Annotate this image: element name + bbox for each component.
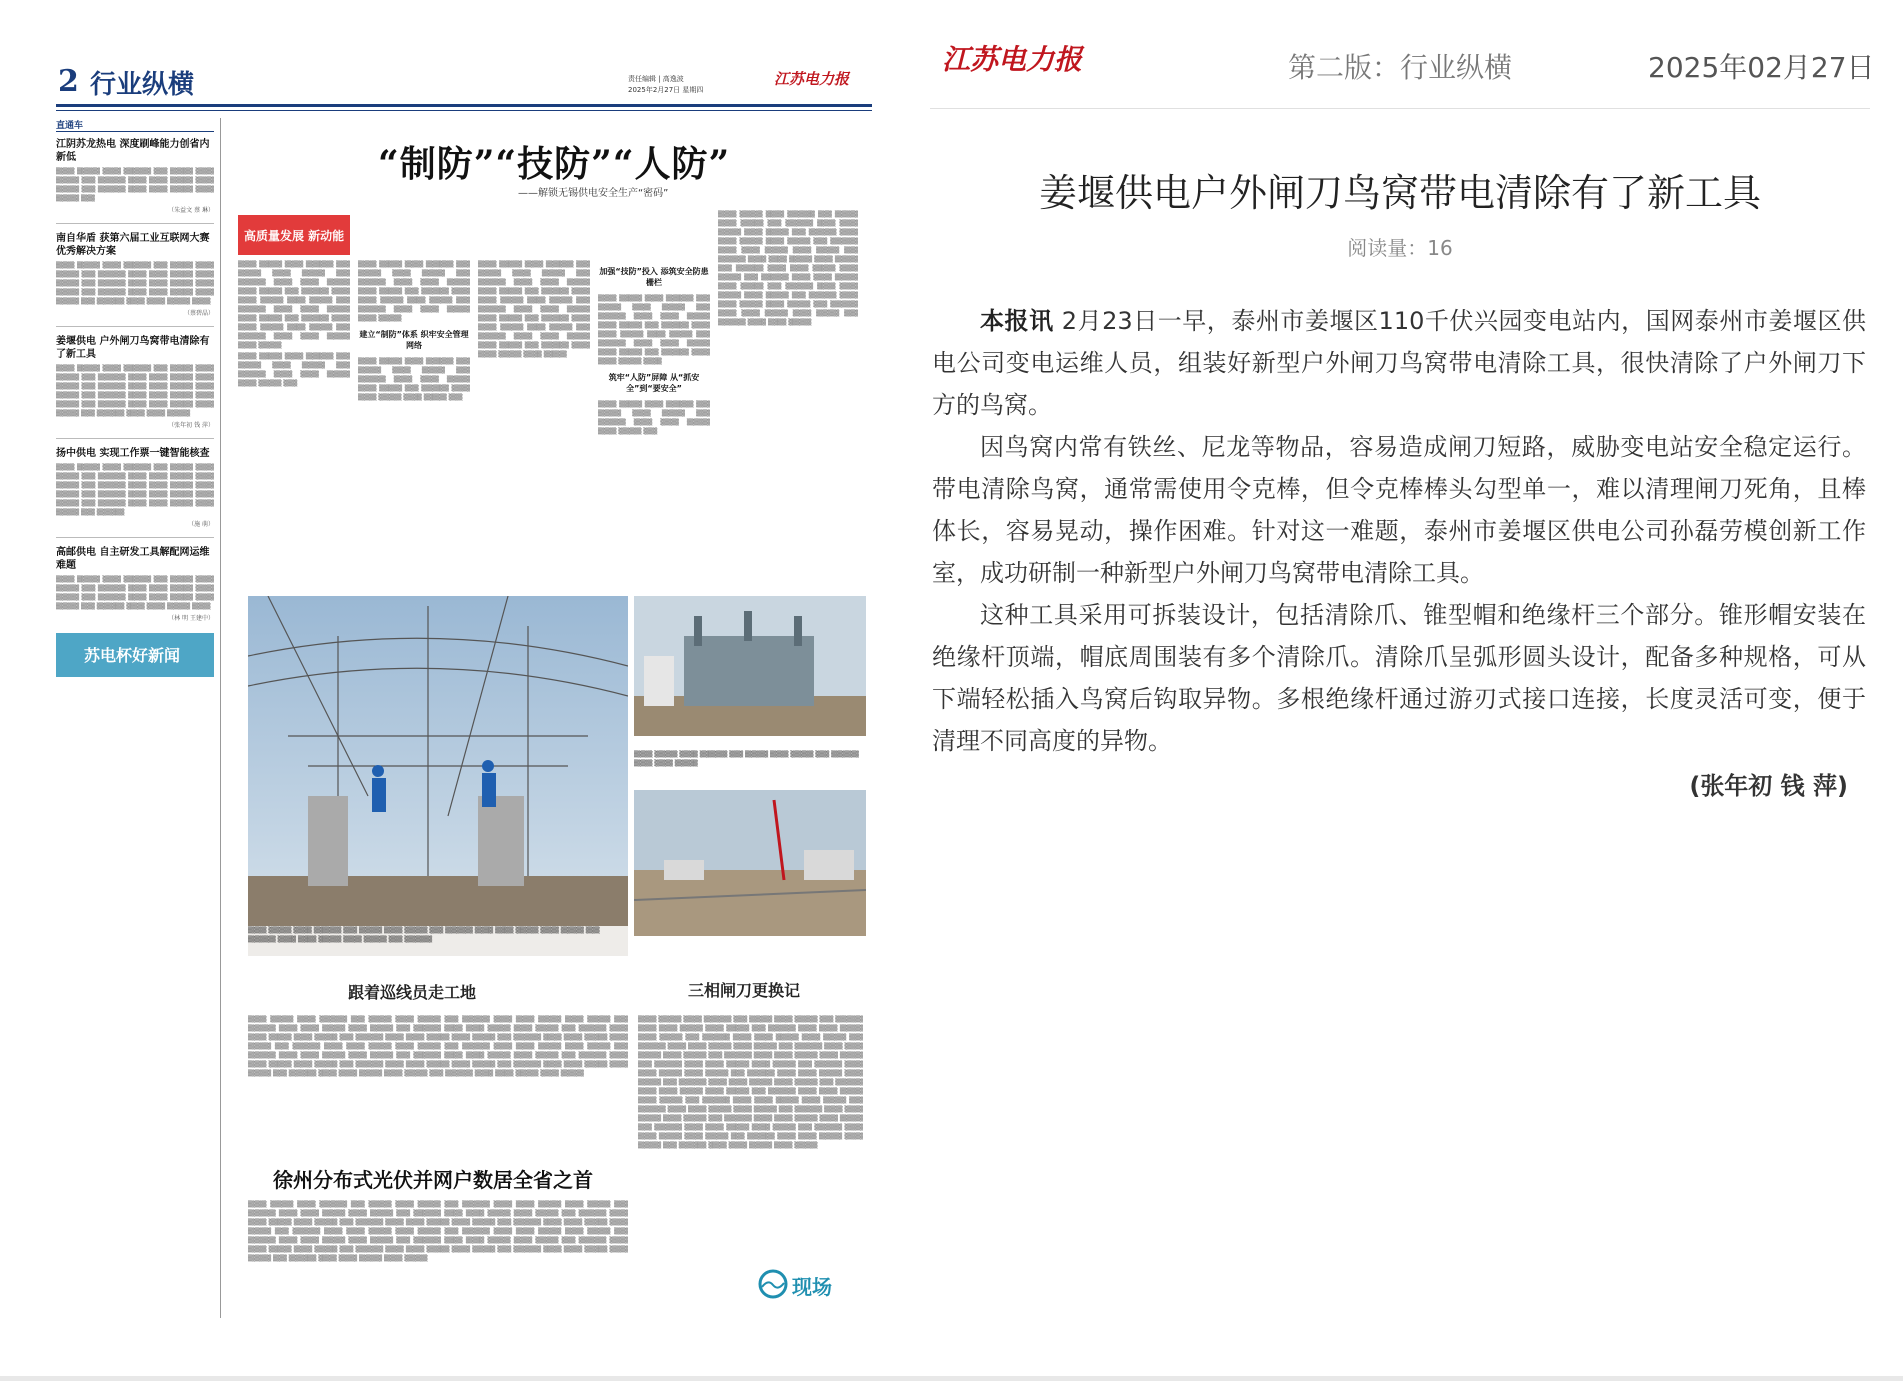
- section-badge: 高质量发展 新动能: [238, 215, 350, 255]
- text-column: 加强“技防”投入 添筑安全防患栅栏 ▒▒▒▒ ▒▒▒▒▒ ▒▒▒▒ ▒▒▒▒▒▒ ▒▒▒ ▒▒▒▒▒ ▒▒▒▒ ▒▒▒▒▒ ▒▒▒ ▒▒▒▒▒▒ ▒▒▒▒ ▒▒▒▒ ▒▒▒▒▒ ▒▒▒▒ ▒▒▒▒▒ ▒▒▒ ▒▒▒▒▒▒ ▒▒▒▒ ▒▒▒▒ ▒▒▒▒▒ ▒▒▒▒ ▒▒▒▒▒ ▒▒▒ ▒▒▒▒▒▒ ▒▒▒▒ ▒▒▒▒ ▒▒▒▒▒ ▒▒▒▒ ▒▒▒▒▒ ▒▒▒ ▒▒▒▒▒▒ ▒▒▒▒ ▒▒▒▒ ▒▒▒▒▒ ▒▒▒▒ 筑牢“人防”屏障 从“抓安全”到“要安全” ▒▒▒▒ ▒▒▒▒▒ ▒▒▒▒ ▒▒▒▒▒▒ ▒▒▒ ▒▒▒▒▒ ▒▒▒▒ ▒▒▒▒▒ ▒▒▒ ▒▒▒▒▒▒ ▒▒▒▒ ▒▒▒▒ ▒▒▒▒▒ ▒▒▒▒ ▒▒▒▒▒ ▒▒▒: [598, 267, 710, 435]
- subhead: 加强“技防”投入 添筑安全防患栅栏: [599, 267, 709, 287]
- newspaper-page-image: [48, 60, 868, 1322]
- site-logo[interactable]: 江苏电力报: [942, 43, 1083, 76]
- brief-title: 姜堰供电 户外闸刀鸟窝带电清除有了新工具: [56, 336, 210, 360]
- header-rule: [56, 104, 872, 107]
- article-panel: [930, 0, 1875, 1381]
- wave-icon: [758, 1269, 788, 1299]
- brief-text: ▒▒▒▒ ▒▒▒▒▒ ▒▒▒▒ ▒▒▒▒▒▒ ▒▒▒ ▒▒▒▒▒ ▒▒▒▒ ▒▒▒▒▒ ▒▒▒ ▒▒▒▒▒▒ ▒▒▒▒ ▒▒▒▒ ▒▒▒▒▒ ▒▒▒▒ ▒▒▒▒▒ ▒▒▒ ▒▒▒▒▒▒ ▒▒▒▒ ▒▒▒▒ ▒▒▒▒▒ ▒▒▒▒ ▒▒▒▒▒ ▒▒▒ ▒▒▒▒▒▒ ▒▒▒▒ ▒▒▒▒ ▒▒▒▒▒ ▒▒▒▒ ▒▒▒▒▒ ▒▒▒ ▒▒▒▒▒▒ ▒▒▒▒ ▒▒▒▒ ▒▒▒▒▒ ▒▒▒▒ ▒▒▒▒▒ ▒▒▒ ▒▒▒▒▒▒: [56, 464, 214, 516]
- bottom-edge: [0, 1376, 1903, 1381]
- brief-title: 扬中供电 实现工作票一键智能核查: [56, 448, 210, 459]
- brief-title: 江阴苏龙热电 深度刷峰能力创省内新低: [56, 139, 210, 163]
- banner-award: 苏电杯好新闻: [56, 633, 214, 677]
- brief-divider: [56, 223, 214, 224]
- brief-item: 扬中供电 实现工作票一键智能核查 ▒▒▒▒ ▒▒▒▒▒ ▒▒▒▒ ▒▒▒▒▒▒ ▒▒▒ ▒▒▒▒▒ ▒▒▒▒ ▒▒▒▒▒ ▒▒▒ ▒▒▒▒▒▒ ▒▒▒▒ ▒▒▒▒ ▒▒▒▒▒ ▒▒▒▒ ▒▒▒▒▒ ▒▒▒ ▒▒▒▒▒▒ ▒▒▒▒ ▒▒▒▒ ▒▒▒▒▒ ▒▒▒▒ ▒▒▒▒▒ ▒▒▒ ▒▒▒▒▒▒ ▒▒▒▒ ▒▒▒▒ ▒▒▒▒▒ ▒▒▒▒ ▒▒▒▒▒ ▒▒▒ ▒▒▒▒▒▒ ▒▒▒▒ ▒▒▒▒ ▒▒▒▒▒ ▒▒▒▒ ▒▒▒▒▒ ▒▒▒ ▒▒▒▒▒▒ （施 萌）: [56, 448, 214, 528]
- text-column: ▒▒▒▒ ▒▒▒▒▒ ▒▒▒▒ ▒▒▒▒▒▒ ▒▒▒ ▒▒▒▒▒ ▒▒▒▒ ▒▒▒▒▒ ▒▒▒ ▒▒▒▒▒▒ ▒▒▒▒ ▒▒▒▒ ▒▒▒▒▒ ▒▒▒▒ ▒▒▒▒▒ ▒▒▒ ▒▒▒▒▒▒ ▒▒▒▒ ▒▒▒▒ ▒▒▒▒▒ ▒▒▒▒ ▒▒▒▒▒ ▒▒▒ ▒▒▒▒▒▒ ▒▒▒▒ ▒▒▒▒ ▒▒▒▒▒ ▒▒▒▒ ▒▒▒▒▒ ▒▒▒ ▒▒▒▒▒▒ ▒▒▒▒ ▒▒▒▒ ▒▒▒▒▒ ▒▒▒▒ ▒▒▒▒▒ ▒▒▒ ▒▒▒▒▒▒ ▒▒▒▒ ▒▒▒▒ ▒▒▒▒▒ ▒▒▒▒ ▒▒▒▒▒ ▒▒▒ ▒▒▒▒▒▒ ▒▒▒▒ ▒▒▒▒ ▒▒▒▒▒ ▒▒▒▒ ▒▒▒▒▒: [478, 261, 590, 358]
- article-paragraph: 因鸟窝内常有铁丝、尼龙等物品，容易造成闸刀短路，威胁变电站安全稳定运行。带电清除鸟窝，通常需使用令克棒，但令克棒棒头勾型单一，难以清理闸刀死角，且棒体长，容易晃动，操作困难。针对这一难题，泰州市姜堰区供电公司孙磊劳模创新工作室，成功研制一种新型户外闸刀鸟窝带电清除工具。: [932, 433, 1866, 587]
- header-divider: [930, 108, 1870, 109]
- text-column: ▒▒▒▒ ▒▒▒▒▒ ▒▒▒▒ ▒▒▒▒▒▒ ▒▒▒ ▒▒▒▒▒ ▒▒▒▒ ▒▒▒▒▒ ▒▒▒ ▒▒▒▒▒▒ ▒▒▒▒ ▒▒▒▒ ▒▒▒▒▒ ▒▒▒▒ ▒▒▒▒▒ ▒▒▒ ▒▒▒▒▒▒ ▒▒▒▒ ▒▒▒▒ ▒▒▒▒▒ ▒▒▒▒ ▒▒▒▒▒ ▒▒▒ ▒▒▒▒▒▒ ▒▒▒▒ ▒▒▒▒ ▒▒▒▒▒ ▒▒▒▒ ▒▒▒▒▒ ▒▒▒ ▒▒▒▒▒▒ ▒▒▒▒ ▒▒▒▒ ▒▒▒▒▒ ▒▒▒▒ ▒▒▒▒▒ ▒▒▒ ▒▒▒▒▒▒ ▒▒▒▒ ▒▒▒▒ ▒▒▒▒▒ ▒▒▒▒ ▒▒▒▒▒ ▒▒▒ ▒▒▒▒▒▒ ▒▒▒▒ ▒▒▒▒ ▒▒▒▒▒ ▒▒▒▒ ▒▒▒▒▒ ▒▒▒ ▒▒▒▒▒▒ ▒▒▒▒ ▒▒▒▒ ▒▒▒▒▒ ▒▒▒▒ ▒▒▒▒▒ ▒▒▒ ▒▒▒▒▒▒ ▒▒▒▒ ▒▒▒▒ ▒▒▒▒▒ ▒▒▒▒ ▒▒▒▒▒ ▒▒▒ ▒▒▒▒▒▒ ▒▒▒▒ ▒▒▒▒ ▒▒▒▒▒ ▒▒▒▒ ▒▒▒▒▒ ▒▒▒ ▒▒▒▒▒▒ ▒▒▒▒ ▒▒▒▒ ▒▒▒▒▒: [718, 211, 858, 326]
- brief-divider: [56, 326, 214, 327]
- main-subheadline: ——解锁无锡供电安全生产“密码”: [518, 188, 669, 199]
- paper-logo: 江苏电力报: [774, 70, 850, 88]
- header-rule-thin: [56, 110, 872, 111]
- bottom-headline: 徐州分布式光伏并网户数居全省之首: [273, 1168, 593, 1192]
- article-paragraph: 这种工具采用可拆装设计，包括清除爪、锥型帽和绝缘杆三个部分。锥形帽安装在绝缘杆顶端，帽底周围装有多个清除爪。清除爪呈弧形圆头设计，配备多种规格，可从下端轻松插入鸟窝后钩取异物。多根绝缘杆通过游刃式接口连接，长度灵活可变，便于清理不同高度的异物。: [932, 601, 1866, 755]
- brief-text: ▒▒▒▒ ▒▒▒▒▒ ▒▒▒▒ ▒▒▒▒▒▒ ▒▒▒ ▒▒▒▒▒ ▒▒▒▒ ▒▒▒▒▒ ▒▒▒ ▒▒▒▒▒▒ ▒▒▒▒ ▒▒▒▒ ▒▒▒▒▒ ▒▒▒▒ ▒▒▒▒▒ ▒▒▒ ▒▒▒▒▒▒ ▒▒▒▒ ▒▒▒▒ ▒▒▒▒▒ ▒▒▒▒ ▒▒▒▒▒ ▒▒▒: [56, 168, 214, 202]
- text-column: ▒▒▒▒ ▒▒▒▒▒ ▒▒▒▒ ▒▒▒▒▒▒ ▒▒▒ ▒▒▒▒▒ ▒▒▒▒ ▒▒▒▒▒ ▒▒▒ ▒▒▒▒▒▒ ▒▒▒▒ ▒▒▒▒ ▒▒▒▒▒ ▒▒▒▒ ▒▒▒▒▒ ▒▒▒ ▒▒▒▒▒▒ ▒▒▒▒ ▒▒▒▒ ▒▒▒▒▒ ▒▒▒▒ ▒▒▒▒▒ ▒▒▒ ▒▒▒▒▒▒ ▒▒▒▒ ▒▒▒▒ ▒▒▒▒▒ ▒▒▒▒ ▒▒▒▒▒ 建立“制防”体系 织牢安全管理网络 ▒▒▒▒ ▒▒▒▒▒ ▒▒▒▒ ▒▒▒▒▒▒ ▒▒▒ ▒▒▒▒▒ ▒▒▒▒ ▒▒▒▒▒ ▒▒▒ ▒▒▒▒▒▒ ▒▒▒▒ ▒▒▒▒ ▒▒▒▒▒ ▒▒▒▒ ▒▒▒▒▒ ▒▒▒ ▒▒▒▒▒▒ ▒▒▒▒ ▒▒▒▒ ▒▒▒▒▒ ▒▒▒▒ ▒▒▒▒▒ ▒▒▒: [358, 261, 470, 401]
- lead-tag: 本报讯: [980, 307, 1054, 335]
- main-headline: “制防”“技防”“人防”: [378, 143, 731, 185]
- edition-label: 第二版：行业纵横: [1288, 51, 1513, 84]
- photo-caption: ▒▒▒▒ ▒▒▒▒▒ ▒▒▒▒ ▒▒▒▒▒▒ ▒▒▒ ▒▒▒▒▒ ▒▒▒▒ ▒▒▒▒▒ ▒▒▒ ▒▒▒▒▒▒ ▒▒▒▒ ▒▒▒▒ ▒▒▒▒▒ ▒▒▒▒ ▒▒▒▒▒ ▒▒▒ ▒▒▒▒▒▒ ▒▒▒▒ ▒▒▒▒ ▒▒▒▒▒ ▒▒▒▒ ▒▒▒▒▒ ▒▒▒ ▒▒▒▒▒▒: [248, 927, 600, 943]
- view-count: 阅读量：16: [1347, 236, 1453, 260]
- brief-item: 姜堰供电 户外闸刀鸟窝带电清除有了新工具 ▒▒▒▒ ▒▒▒▒▒ ▒▒▒▒ ▒▒▒▒▒▒ ▒▒▒ ▒▒▒▒▒ ▒▒▒▒ ▒▒▒▒▒ ▒▒▒ ▒▒▒▒▒▒ ▒▒▒▒ ▒▒▒▒ ▒▒▒▒▒ ▒▒▒▒ ▒▒▒▒▒ ▒▒▒ ▒▒▒▒▒▒ ▒▒▒▒ ▒▒▒▒ ▒▒▒▒▒ ▒▒▒▒ ▒▒▒▒▒ ▒▒▒ ▒▒▒▒▒▒ ▒▒▒▒ ▒▒▒▒ ▒▒▒▒▒ ▒▒▒▒ ▒▒▒▒▒ ▒▒▒ ▒▒▒▒▒▒ ▒▒▒▒ ▒▒▒▒ ▒▒▒▒▒ ▒▒▒▒ ▒▒▒▒▒ ▒▒▒ ▒▒▒▒▒▒ ▒▒▒▒ ▒▒▒▒ ▒▒▒▒▒ （张年初 钱 萍）: [56, 336, 214, 429]
- text-column: ▒▒▒▒ ▒▒▒▒▒ ▒▒▒▒ ▒▒▒▒▒▒ ▒▒▒ ▒▒▒▒▒ ▒▒▒▒ ▒▒▒▒▒ ▒▒▒ ▒▒▒▒▒▒ ▒▒▒▒ ▒▒▒▒ ▒▒▒▒▒ ▒▒▒▒ ▒▒▒▒▒ ▒▒▒ ▒▒▒▒▒▒ ▒▒▒▒ ▒▒▒▒ ▒▒▒▒▒ ▒▒▒▒ ▒▒▒▒▒ ▒▒▒ ▒▒▒▒▒▒ ▒▒▒▒ ▒▒▒▒ ▒▒▒▒▒ ▒▒▒▒ ▒▒▒▒▒ ▒▒▒ ▒▒▒▒▒▒ ▒▒▒▒ ▒▒▒▒ ▒▒▒▒▒ ▒▒▒▒ ▒▒▒▒▒ ▒▒▒ ▒▒▒▒▒▒ ▒▒▒▒ ▒▒▒▒ ▒▒▒▒▒ ▒▒▒▒ ▒▒▒▒▒ ▒▒▒ ▒▒▒▒▒▒ ▒▒▒▒ ▒▒▒▒ ▒▒▒▒▒ ▒▒▒▒ ▒▒▒▒▒ ▒▒▒ ▒▒▒▒▒▒ ▒▒▒▒ ▒▒▒▒ ▒▒▒▒▒ ▒▒▒▒ ▒▒▒▒▒ ▒▒▒ ▒▒▒▒▒▒ ▒▒▒▒ ▒▒▒▒ ▒▒▒▒▒ ▒▒▒▒ ▒▒▒▒▒ ▒▒▒ ▒▒▒▒▒▒ ▒▒▒▒ ▒▒▒▒ ▒▒▒▒▒ ▒▒▒▒ ▒▒▒▒▒ ▒▒▒ ▒▒▒▒▒▒ ▒▒▒▒ ▒▒▒▒ ▒▒▒▒▒ ▒▒▒▒ ▒▒▒▒▒ ▒▒▒ ▒▒▒▒▒▒ ▒▒▒▒ ▒▒▒▒ ▒▒▒▒▒ ▒▒▒▒ ▒▒▒▒▒ ▒▒▒ ▒▒▒▒▒▒ ▒▒▒▒ ▒▒▒▒ ▒▒▒▒▒ ▒▒▒▒ ▒▒▒▒▒ ▒▒▒ ▒▒▒▒▒▒ ▒▒▒▒ ▒▒▒▒ ▒▒▒▒▒ ▒▒▒▒ ▒▒▒▒▒ ▒▒▒ ▒▒▒▒▒▒ ▒▒▒▒ ▒▒▒▒ ▒▒▒▒▒ ▒▒▒▒ ▒▒▒▒▒ ▒▒▒ ▒▒▒▒▒▒ ▒▒▒▒ ▒▒▒▒ ▒▒▒▒▒ ▒▒▒▒ ▒▒▒▒▒: [248, 1016, 628, 1077]
- photo-caption: ▒▒▒▒ ▒▒▒▒▒ ▒▒▒▒ ▒▒▒▒▒▒ ▒▒▒ ▒▒▒▒▒ ▒▒▒▒ ▒▒▒▒▒ ▒▒▒ ▒▒▒▒▒▒ ▒▒▒▒ ▒▒▒▒ ▒▒▒▒▒: [634, 751, 859, 767]
- article-author: (张年初 钱 萍): [1689, 772, 1848, 800]
- section-label-xianchang: 现场: [758, 1263, 858, 1303]
- brief-title: 南自华盾 获第六届工业互联网大赛优秀解决方案: [56, 233, 210, 257]
- story-headline-left: 跟着巡线员走工地: [348, 983, 477, 1002]
- page-section: 行业纵横: [90, 70, 195, 100]
- column-divider: [220, 118, 221, 1318]
- article-paragraph: 本报讯 2月23日一早，泰州市姜堰区110千伏兴园变电站内，国网泰州市姜堰区供电公司变电运维人员，组装好新型户外闸刀鸟窝带电清除工具，很快清除了户外闸刀下方的鸟窝。: [932, 307, 1866, 419]
- page-header-info: 责任编辑 | 高逸波 2025年2月27日 星期四: [628, 75, 704, 94]
- subhead: 建立“制防”体系 织牢安全管理网络: [359, 330, 469, 350]
- brief-item: 江阴苏龙热电 深度刷峰能力创省内新低 ▒▒▒▒ ▒▒▒▒▒ ▒▒▒▒ ▒▒▒▒▒▒ ▒▒▒ ▒▒▒▒▒ ▒▒▒▒ ▒▒▒▒▒ ▒▒▒ ▒▒▒▒▒▒ ▒▒▒▒ ▒▒▒▒ ▒▒▒▒▒ ▒▒▒▒ ▒▒▒▒▒ ▒▒▒ ▒▒▒▒▒▒ ▒▒▒▒ ▒▒▒▒ ▒▒▒▒▒ ▒▒▒▒ ▒▒▒▒▒ ▒▒▒ （朱益文 蔡 琳）: [56, 139, 214, 214]
- photo-transformer: [634, 596, 866, 736]
- text-column: ▒▒▒▒ ▒▒▒▒▒ ▒▒▒▒ ▒▒▒▒▒▒ ▒▒▒ ▒▒▒▒▒ ▒▒▒▒ ▒▒▒▒▒ ▒▒▒ ▒▒▒▒▒▒ ▒▒▒▒ ▒▒▒▒ ▒▒▒▒▒ ▒▒▒▒ ▒▒▒▒▒ ▒▒▒ ▒▒▒▒▒▒ ▒▒▒▒ ▒▒▒▒ ▒▒▒▒▒ ▒▒▒▒ ▒▒▒▒▒ ▒▒▒ ▒▒▒▒▒▒ ▒▒▒▒ ▒▒▒▒ ▒▒▒▒▒ ▒▒▒▒ ▒▒▒▒▒ ▒▒▒ ▒▒▒▒▒▒ ▒▒▒▒ ▒▒▒▒ ▒▒▒▒▒ ▒▒▒▒ ▒▒▒▒▒ ▒▒▒ ▒▒▒▒▒▒ ▒▒▒▒ ▒▒▒▒ ▒▒▒▒▒ ▒▒▒▒ ▒▒▒▒▒ ▒▒▒ ▒▒▒▒▒▒ ▒▒▒▒ ▒▒▒▒ ▒▒▒▒▒ ▒▒▒▒ ▒▒▒▒▒ ▒▒▒ ▒▒▒▒▒▒ ▒▒▒▒ ▒▒▒▒ ▒▒▒▒▒ ▒▒▒▒ ▒▒▒▒▒ ▒▒▒ ▒▒▒▒▒▒ ▒▒▒▒ ▒▒▒▒ ▒▒▒▒▒ ▒▒▒▒ ▒▒▒▒▒ ▒▒▒ ▒▒▒▒▒▒ ▒▒▒▒ ▒▒▒▒ ▒▒▒▒▒ ▒▒▒▒ ▒▒▒▒▒ ▒▒▒ ▒▒▒▒▒▒ ▒▒▒▒ ▒▒▒▒ ▒▒▒▒▒ ▒▒▒▒ ▒▒▒▒▒ ▒▒▒ ▒▒▒▒▒▒ ▒▒▒▒ ▒▒▒▒ ▒▒▒▒▒ ▒▒▒▒ ▒▒▒▒▒ ▒▒▒ ▒▒▒▒▒▒ ▒▒▒▒ ▒▒▒▒ ▒▒▒▒▒ ▒▒▒▒ ▒▒▒▒▒ ▒▒▒ ▒▒▒▒▒▒ ▒▒▒▒ ▒▒▒▒ ▒▒▒▒▒ ▒▒▒▒ ▒▒▒▒▒ ▒▒▒ ▒▒▒▒▒▒ ▒▒▒▒ ▒▒▒▒ ▒▒▒▒▒ ▒▒▒▒ ▒▒▒▒▒ ▒▒▒ ▒▒▒▒▒▒ ▒▒▒▒ ▒▒▒▒ ▒▒▒▒▒ ▒▒▒▒ ▒▒▒▒▒ ▒▒▒ ▒▒▒▒▒▒ ▒▒▒▒ ▒▒▒▒ ▒▒▒▒▒ ▒▒▒▒ ▒▒▒▒▒ ▒▒▒ ▒▒▒▒▒▒ ▒▒▒▒ ▒▒▒▒ ▒▒▒▒▒ ▒▒▒▒ ▒▒▒▒▒ ▒▒▒ ▒▒▒▒▒▒ ▒▒▒▒ ▒▒▒▒ ▒▒▒▒▒ ▒▒▒▒ ▒▒▒▒▒ ▒▒▒ ▒▒▒▒▒▒ ▒▒▒▒ ▒▒▒▒ ▒▒▒▒▒ ▒▒▒▒ ▒▒▒▒▒ ▒▒▒ ▒▒▒▒▒▒ ▒▒▒▒ ▒▒▒▒ ▒▒▒▒▒ ▒▒▒▒ ▒▒▒▒▒: [638, 1016, 863, 1149]
- brief-text: ▒▒▒▒ ▒▒▒▒▒ ▒▒▒▒ ▒▒▒▒▒▒ ▒▒▒ ▒▒▒▒▒ ▒▒▒▒ ▒▒▒▒▒ ▒▒▒ ▒▒▒▒▒▒ ▒▒▒▒ ▒▒▒▒ ▒▒▒▒▒ ▒▒▒▒ ▒▒▒▒▒ ▒▒▒ ▒▒▒▒▒▒ ▒▒▒▒ ▒▒▒▒ ▒▒▒▒▒ ▒▒▒▒ ▒▒▒▒▒ ▒▒▒ ▒▒▒▒▒▒ ▒▒▒▒ ▒▒▒▒ ▒▒▒▒▒ ▒▒▒▒ ▒▒▒▒▒ ▒▒▒ ▒▒▒▒▒▒ ▒▒▒▒ ▒▒▒▒ ▒▒▒▒▒ ▒▒▒▒ ▒▒▒▒▒ ▒▒▒ ▒▒▒▒▒▒ ▒▒▒▒ ▒▒▒▒ ▒▒▒▒▒: [56, 365, 214, 417]
- photo-construction-site: [634, 790, 866, 936]
- brief-tag: 直通车: [56, 118, 214, 132]
- edition-date: 2025年02月27日: [1648, 51, 1875, 84]
- article-title: 姜堰供电户外闸刀鸟窝带电清除有了新工具: [1038, 171, 1761, 215]
- text-column: ▒▒▒▒ ▒▒▒▒▒ ▒▒▒▒ ▒▒▒▒▒▒ ▒▒▒ ▒▒▒▒▒ ▒▒▒▒ ▒▒▒▒▒ ▒▒▒ ▒▒▒▒▒▒ ▒▒▒▒ ▒▒▒▒ ▒▒▒▒▒ ▒▒▒▒ ▒▒▒▒▒ ▒▒▒ ▒▒▒▒▒▒ ▒▒▒▒ ▒▒▒▒ ▒▒▒▒▒ ▒▒▒▒ ▒▒▒▒▒ ▒▒▒ ▒▒▒▒▒▒ ▒▒▒▒ ▒▒▒▒ ▒▒▒▒▒ ▒▒▒▒ ▒▒▒▒▒ ▒▒▒ ▒▒▒▒▒▒ ▒▒▒▒ ▒▒▒▒ ▒▒▒▒▒ ▒▒▒▒ ▒▒▒▒▒ ▒▒▒ ▒▒▒▒▒▒ ▒▒▒▒ ▒▒▒▒ ▒▒▒▒▒ ▒▒▒▒ ▒▒▒▒▒ ▒▒▒ ▒▒▒▒▒▒ ▒▒▒▒ ▒▒▒▒ ▒▒▒▒▒ ▒▒▒▒ ▒▒▒▒▒ ▒▒▒ ▒▒▒▒▒▒ ▒▒▒▒ ▒▒▒▒ ▒▒▒▒▒ ▒▒▒▒ ▒▒▒▒▒ ▒▒▒ ▒▒▒▒▒▒ ▒▒▒▒ ▒▒▒▒ ▒▒▒▒▒ ▒▒▒▒ ▒▒▒▒▒ ▒▒▒ ▒▒▒▒▒▒ ▒▒▒▒ ▒▒▒▒ ▒▒▒▒▒ ▒▒▒▒ ▒▒▒▒▒ ▒▒▒ ▒▒▒▒▒▒ ▒▒▒▒ ▒▒▒▒ ▒▒▒▒▒ ▒▒▒▒ ▒▒▒▒▒ ▒▒▒ ▒▒▒▒▒▒ ▒▒▒▒ ▒▒▒▒ ▒▒▒▒▒ ▒▒▒▒ ▒▒▒▒▒ ▒▒▒ ▒▒▒▒▒▒ ▒▒▒▒ ▒▒▒▒ ▒▒▒▒▒ ▒▒▒▒ ▒▒▒▒▒ ▒▒▒ ▒▒▒▒▒▒ ▒▒▒▒ ▒▒▒▒ ▒▒▒▒▒ ▒▒▒▒ ▒▒▒▒▒ ▒▒▒ ▒▒▒▒▒▒ ▒▒▒▒ ▒▒▒▒ ▒▒▒▒▒ ▒▒▒▒ ▒▒▒▒▒: [248, 1201, 628, 1262]
- brief-title: 高邮供电 自主研发工具解配网运维难题: [56, 547, 210, 571]
- photo-substation-workers: [248, 596, 628, 956]
- brief-text: ▒▒▒▒ ▒▒▒▒▒ ▒▒▒▒ ▒▒▒▒▒▒ ▒▒▒ ▒▒▒▒▒ ▒▒▒▒ ▒▒▒▒▒ ▒▒▒ ▒▒▒▒▒▒ ▒▒▒▒ ▒▒▒▒ ▒▒▒▒▒ ▒▒▒▒ ▒▒▒▒▒ ▒▒▒ ▒▒▒▒▒▒ ▒▒▒▒ ▒▒▒▒ ▒▒▒▒▒ ▒▒▒▒ ▒▒▒▒▒ ▒▒▒ ▒▒▒▒▒▒ ▒▒▒▒ ▒▒▒▒ ▒▒▒▒▒ ▒▒▒▒ ▒▒▒▒▒ ▒▒▒ ▒▒▒▒▒▒ ▒▒▒▒ ▒▒▒▒ ▒▒▒▒▒ ▒▒▒▒: [56, 262, 214, 305]
- brief-text: ▒▒▒▒ ▒▒▒▒▒ ▒▒▒▒ ▒▒▒▒▒▒ ▒▒▒ ▒▒▒▒▒ ▒▒▒▒ ▒▒▒▒▒ ▒▒▒ ▒▒▒▒▒▒ ▒▒▒▒ ▒▒▒▒ ▒▒▒▒▒ ▒▒▒▒ ▒▒▒▒▒ ▒▒▒ ▒▒▒▒▒▒ ▒▒▒▒ ▒▒▒▒ ▒▒▒▒▒ ▒▒▒▒ ▒▒▒▒▒ ▒▒▒ ▒▒▒▒▒▒ ▒▒▒▒ ▒▒▒▒ ▒▒▒▒▒ ▒▒▒▒: [56, 576, 214, 610]
- article-body: [932, 300, 1866, 762]
- page-number: 2: [58, 64, 79, 99]
- brief-column: [56, 118, 214, 677]
- subhead: 筑牢“人防”屏障 从“抓安全”到“要安全”: [608, 373, 700, 393]
- brief-divider: [56, 438, 214, 439]
- text-column: ▒▒▒▒ ▒▒▒▒▒ ▒▒▒▒ ▒▒▒▒▒▒ ▒▒▒ ▒▒▒▒▒ ▒▒▒▒ ▒▒▒▒▒ ▒▒▒ ▒▒▒▒▒▒ ▒▒▒▒ ▒▒▒▒ ▒▒▒▒▒ ▒▒▒▒ ▒▒▒▒▒ ▒▒▒ ▒▒▒▒▒▒ ▒▒▒▒ ▒▒▒▒ ▒▒▒▒▒ ▒▒▒▒ ▒▒▒▒▒ ▒▒▒ ▒▒▒▒▒▒ ▒▒▒▒ ▒▒▒▒ ▒▒▒▒▒ ▒▒▒▒ ▒▒▒▒▒ ▒▒▒ ▒▒▒▒▒▒ ▒▒▒▒ ▒▒▒▒ ▒▒▒▒▒ ▒▒▒▒ ▒▒▒▒▒ ▒▒▒ ▒▒▒▒▒▒ ▒▒▒▒ ▒▒▒▒ ▒▒▒▒▒ ▒▒▒▒ ▒▒▒▒▒ ▒▒▒▒ ▒▒▒▒▒ ▒▒▒▒ ▒▒▒▒▒▒ ▒▒▒ ▒▒▒▒▒ ▒▒▒▒ ▒▒▒▒▒ ▒▒▒ ▒▒▒▒▒▒ ▒▒▒▒ ▒▒▒▒ ▒▒▒▒▒ ▒▒▒▒ ▒▒▒▒▒ ▒▒▒: [238, 261, 350, 387]
- brief-item: 南自华盾 获第六届工业互联网大赛优秀解决方案 ▒▒▒▒ ▒▒▒▒▒ ▒▒▒▒ ▒▒▒▒▒▒ ▒▒▒ ▒▒▒▒▒ ▒▒▒▒ ▒▒▒▒▒ ▒▒▒ ▒▒▒▒▒▒ ▒▒▒▒ ▒▒▒▒ ▒▒▒▒▒ ▒▒▒▒ ▒▒▒▒▒ ▒▒▒ ▒▒▒▒▒▒ ▒▒▒▒ ▒▒▒▒ ▒▒▒▒▒ ▒▒▒▒ ▒▒▒▒▒ ▒▒▒ ▒▒▒▒▒▒ ▒▒▒▒ ▒▒▒▒ ▒▒▒▒▒ ▒▒▒▒ ▒▒▒▒▒ ▒▒▒ ▒▒▒▒▒▒ ▒▒▒▒ ▒▒▒▒ ▒▒▒▒▒ ▒▒▒▒ （蔡碧晶）: [56, 233, 214, 317]
- story-headline-right: 三相闸刀更换记: [688, 981, 801, 1000]
- brief-item: 高邮供电 自主研发工具解配网运维难题 ▒▒▒▒ ▒▒▒▒▒ ▒▒▒▒ ▒▒▒▒▒▒ ▒▒▒ ▒▒▒▒▒ ▒▒▒▒ ▒▒▒▒▒ ▒▒▒ ▒▒▒▒▒▒ ▒▒▒▒ ▒▒▒▒ ▒▒▒▒▒ ▒▒▒▒ ▒▒▒▒▒ ▒▒▒ ▒▒▒▒▒▒ ▒▒▒▒ ▒▒▒▒ ▒▒▒▒▒ ▒▒▒▒ ▒▒▒▒▒ ▒▒▒ ▒▒▒▒▒▒ ▒▒▒▒ ▒▒▒▒ ▒▒▒▒▒ ▒▒▒▒ （林 明 王建中）: [56, 547, 214, 622]
- brief-divider: [56, 537, 214, 538]
